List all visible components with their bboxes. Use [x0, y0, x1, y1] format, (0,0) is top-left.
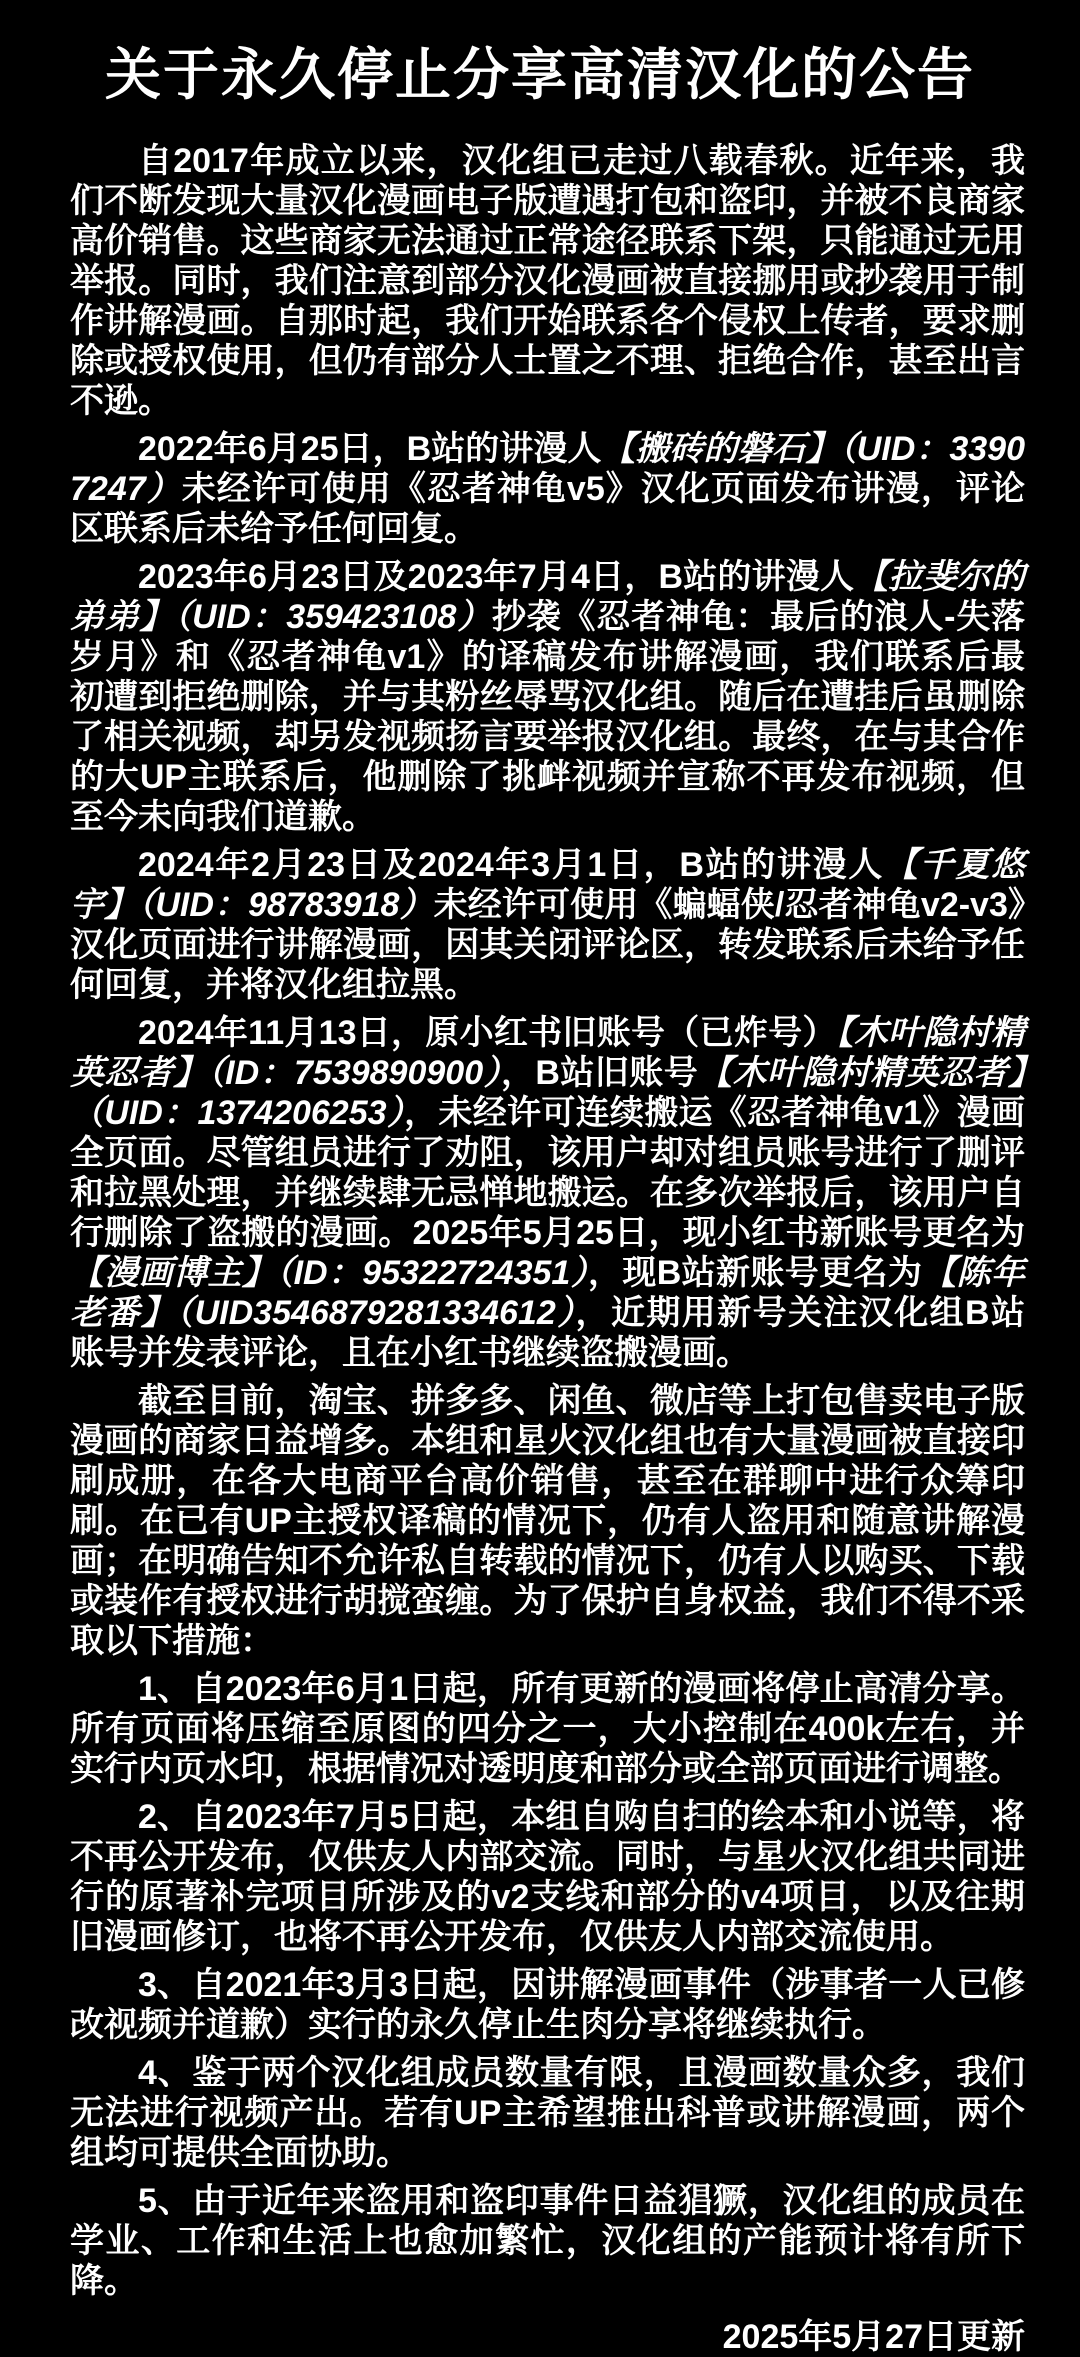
- paragraph: [70, 141, 1025, 421]
- paragraph: [70, 1381, 1025, 1661]
- text-run: 2022年6月25日，B站的讲漫人: [138, 429, 602, 468]
- paragraph: [70, 1797, 1025, 1957]
- text-run: 3、自2021年3月3日起，因讲解漫画事件（涉事者一人已修改视频并道歉）实行的永久停止生肉分享将继续执行。: [70, 1965, 1025, 2044]
- emphasized-text-run: 【搬砖的磐石】（UID：33907247）: [70, 429, 1025, 508]
- text-run: 未经许可使用《蝙蝠侠/忍者神龟v2-v3》汉化页面进行讲解漫画，因其关闭评论区，转发联系后未给予任何回复，并将汉化组拉黑。: [70, 885, 1025, 1004]
- paragraph: [70, 1013, 1025, 1373]
- paragraph: [70, 1965, 1025, 2045]
- paragraph: [70, 429, 1025, 549]
- text-run: 未经许可使用《忍者神龟v5》汉化页面发布讲漫，评论区联系后未给予任何回复。: [70, 469, 1025, 548]
- emphasized-text-run: 【千夏悠宇】（UID：98783918）: [70, 845, 1026, 924]
- text-run: 2024年2月23日及2024年3月1日，B站的讲漫人: [138, 845, 884, 884]
- announcement-body: [0, 141, 1080, 2301]
- text-run: ，未经许可连续搬运《忍者神龟v1》漫画全页面。尽管组员进行了劝阻，该用户却对组员账号进行了删评和拉黑处理，并继续肆无忌惮地搬运。在多次举报后，该用户自行删除了盗搬的漫画。2025年5月25日，现小红书新账号更名为: [70, 1093, 1025, 1252]
- text-run: 截至目前，淘宝、拼多多、闲鱼、微店等上打包售卖电子版漫画的商家日益增多。本组和星火汉化组也有大量漫画被直接印刷成册，在各大电商平台高价销售，甚至在群聊中进行众筹印刷。在已有UP主授权译稿的情况下，仍有人盗用和随意讲解漫画；在明确告知不允许私自转载的情况下，仍有人以购买、下载或装作有授权进行胡搅蛮缠。为了保护自身权益，我们不得不采取以下措施：: [70, 1381, 1025, 1660]
- text-run: ，近期用新号关注汉化组B站账号并发表评论，且在小红书继续盗搬漫画。: [70, 1293, 1025, 1372]
- text-run: 2、自2023年7月5日起，本组自购自扫的绘本和小说等，将不再公开发布，仅供友人内部交流。同时，与星火汉化组共同进行的原著补完项目所涉及的v2支线和部分的v4项目，以及往期旧漫画修订，也将不再公开发布，仅供友人内部交流使用。: [70, 1797, 1025, 1956]
- page-title: 关于永久停止分享高清汉化的公告: [105, 43, 975, 106]
- paragraph: [70, 1669, 1025, 1789]
- text-run: 抄袭《忍者神龟：最后的浪人-失落岁月》和《忍者神龟v1》的译稿发布讲解漫画，我们联系后最初遭到拒绝删除，并与其粉丝辱骂汉化组。随后在遭挂后虽删除了相关视频，却另发视频扬言要举报汉化组。最终，在与其合作的大UP主联系后，他删除了挑衅视频并宣称不再发布视频，但至今未向我们道歉。: [70, 597, 1025, 836]
- text-run: 4、鉴于两个汉化组成员数量有限，且漫画数量众多，我们无法进行视频产出。若有UP主希望推出科普或讲解漫画，两个组均可提供全面协助。: [70, 2053, 1025, 2172]
- paragraph: [70, 557, 1025, 837]
- paragraph: [70, 2181, 1025, 2301]
- text-run: ，B站旧账号: [500, 1053, 699, 1092]
- paragraph: [70, 2053, 1025, 2173]
- emphasized-text-run: 【拉斐尔的弟弟】（UID：359423108）: [70, 557, 1026, 636]
- paragraph: [70, 845, 1025, 1005]
- emphasized-text-run: 【木叶隐村精英忍者】（UID：1374206253）: [70, 1053, 1026, 1132]
- text-run: 1、自2023年6月1日起，所有更新的漫画将停止高清分享。所有页面将压缩至原图的四分之一，大小控制在400k左右，并实行内页水印，根据情况对透明度和部分或全部页面进行调整。: [70, 1669, 1025, 1788]
- text-run: ，现B站新账号更名为: [588, 1253, 923, 1292]
- text-run: 自2017年成立以来，汉化组已走过八载春秋。近年来，我们不断发现大量汉化漫画电子版遭遇打包和盗印，并被不良商家高价销售。这些商家无法通过正常途径联系下架，只能通过无用举报。同时，我们注意到部分汉化漫画被直接挪用或抄袭用于制作讲解漫画。自那时起，我们开始联系各个侵权上传者，要求删除或授权使用，但仍有部分人士置之不理、拒绝合作，甚至出言不逊。: [70, 141, 1025, 420]
- text-run: 2024年11月13日，原小红书旧账号（已炸号）: [138, 1013, 837, 1052]
- update-date: 2025年5月27日更新: [722, 2317, 1025, 2356]
- emphasized-text-run: 【木叶隐村精英忍者】（ID：7539890900）: [70, 1013, 1025, 1092]
- text-run: 5、由于近年来盗用和盗印事件日益猖獗，汉化组的成员在学业、工作和生活上也愈加繁忙，汉化组的产能预计将有所下降。: [70, 2181, 1025, 2300]
- text-run: 2023年6月23日及2023年7月4日，B站的讲漫人: [138, 557, 855, 596]
- emphasized-text-run: 【漫画博主】（ID：95322724351）: [70, 1253, 589, 1292]
- emphasized-text-run: 【陈年老番】（UID3546879281334612）: [70, 1253, 1025, 1332]
